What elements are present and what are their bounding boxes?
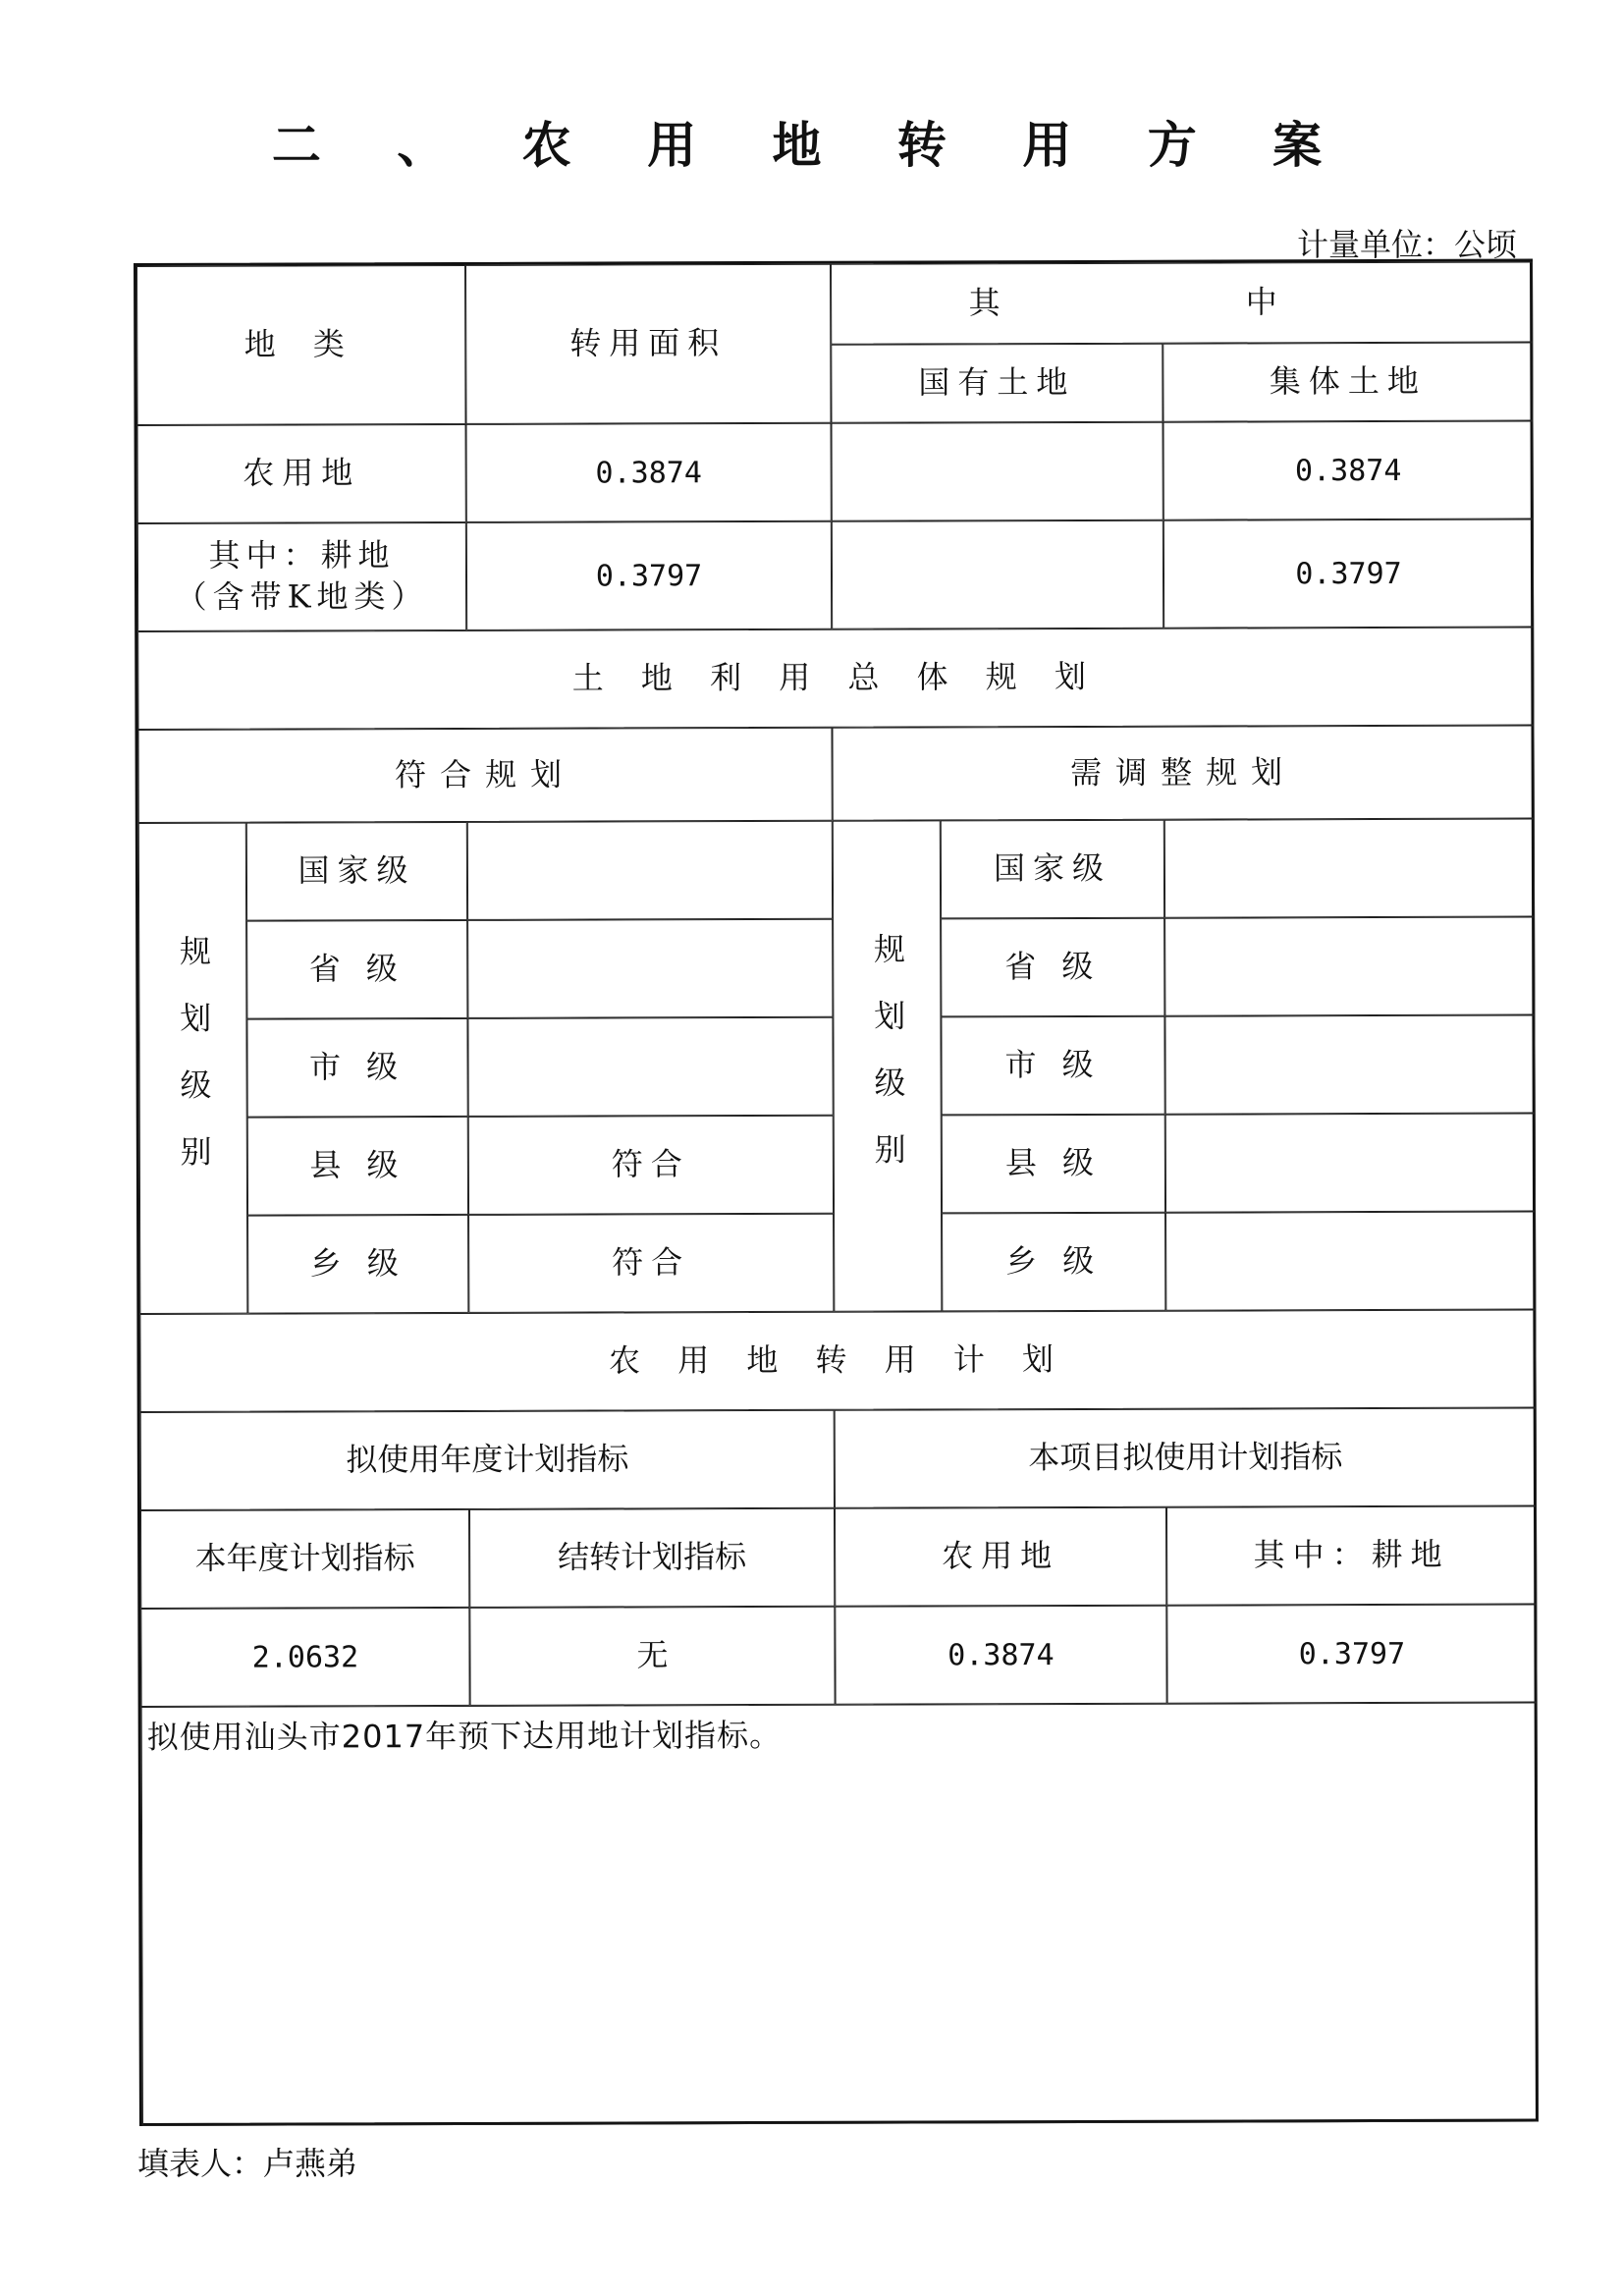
level-name-city: 市 级 xyxy=(246,1018,467,1118)
plan-level-label-left: 规划级别 xyxy=(138,823,248,1314)
level-conform-county: 符合 xyxy=(468,1116,834,1215)
level-conform-province xyxy=(467,919,833,1018)
filled-by: 填表人：卢燕弟 xyxy=(137,2145,358,2182)
level-name-county: 县 级 xyxy=(247,1117,468,1216)
plan-adjust-header: 需调整规划 xyxy=(832,726,1534,821)
header-collective-land: 集体土地 xyxy=(1163,343,1533,422)
farmland-value: 0.3874 xyxy=(835,1606,1166,1705)
row-farmland-label: 农用地 xyxy=(137,424,466,523)
level-name-province: 省 级 xyxy=(246,920,467,1019)
current-year-header: 本年度计划指标 xyxy=(140,1509,469,1609)
level-name-county-adjust: 县 级 xyxy=(942,1115,1165,1214)
header-state-land: 国有土地 xyxy=(831,344,1163,423)
level-name-township-adjust: 乡 级 xyxy=(942,1213,1165,1312)
level-name-township: 乡 级 xyxy=(247,1215,468,1314)
current-year-value: 2.0632 xyxy=(140,1608,469,1707)
project-index-header: 本项目拟使用计划指标 xyxy=(835,1408,1537,1508)
carried-over-value: 无 xyxy=(469,1607,835,1706)
level-adjust-township xyxy=(1165,1212,1536,1311)
remarks-text: 拟使用汕头市2017年预下达用地计划指标。 xyxy=(146,1716,783,1756)
cultivated-header: 其中：耕地 xyxy=(1166,1506,1537,1606)
level-adjust-county xyxy=(1165,1114,1536,1213)
level-name-national-adjust: 国家级 xyxy=(941,820,1164,919)
level-name-province-adjust: 省 级 xyxy=(941,918,1164,1017)
page-title: 二 、 农 用 地 转 用 方 案 xyxy=(271,117,1352,174)
row-cultivated-collective: 0.3797 xyxy=(1163,519,1534,629)
level-adjust-province xyxy=(1164,917,1535,1016)
level-name-national: 国家级 xyxy=(246,822,467,921)
carried-over-header: 结转计划指标 xyxy=(469,1508,835,1608)
level-adjust-national xyxy=(1164,819,1535,918)
row-farmland-state xyxy=(832,422,1163,521)
header-land-type: 地 类 xyxy=(136,265,466,425)
level-name-city-adjust: 市 级 xyxy=(941,1016,1164,1116)
row-cultivated-area: 0.3797 xyxy=(466,521,832,630)
conversion-plan-title: 农 用 地 转 用 计 划 xyxy=(139,1310,1536,1412)
row-cultivated-label: 其中：耕地 （含带K地类） xyxy=(137,522,466,631)
annual-index-header: 拟使用年度计划指标 xyxy=(140,1410,835,1510)
remarks-box xyxy=(141,1703,1539,2126)
farmland-header: 农用地 xyxy=(835,1507,1166,1607)
level-conform-township: 符合 xyxy=(468,1214,834,1313)
unit-label: 计量单位：公顷 xyxy=(1296,226,1517,263)
level-adjust-city xyxy=(1164,1015,1535,1115)
plan-level-label-right: 规划级别 xyxy=(833,820,943,1311)
level-conform-city xyxy=(467,1017,833,1117)
level-conform-national xyxy=(467,821,833,920)
row-cultivated-state xyxy=(832,520,1163,629)
header-among: 其 中 xyxy=(831,262,1533,345)
cultivated-value: 0.3797 xyxy=(1166,1605,1537,1704)
header-converted-area: 转用面积 xyxy=(465,264,832,424)
row-farmland-area: 0.3874 xyxy=(466,423,832,522)
plan-conform-header: 符合规划 xyxy=(137,728,832,823)
row-farmland-collective: 0.3874 xyxy=(1163,421,1534,520)
plan-section-title: 土 地 利 用 总 体 规 划 xyxy=(137,628,1534,730)
conversion-form xyxy=(134,259,1539,2126)
